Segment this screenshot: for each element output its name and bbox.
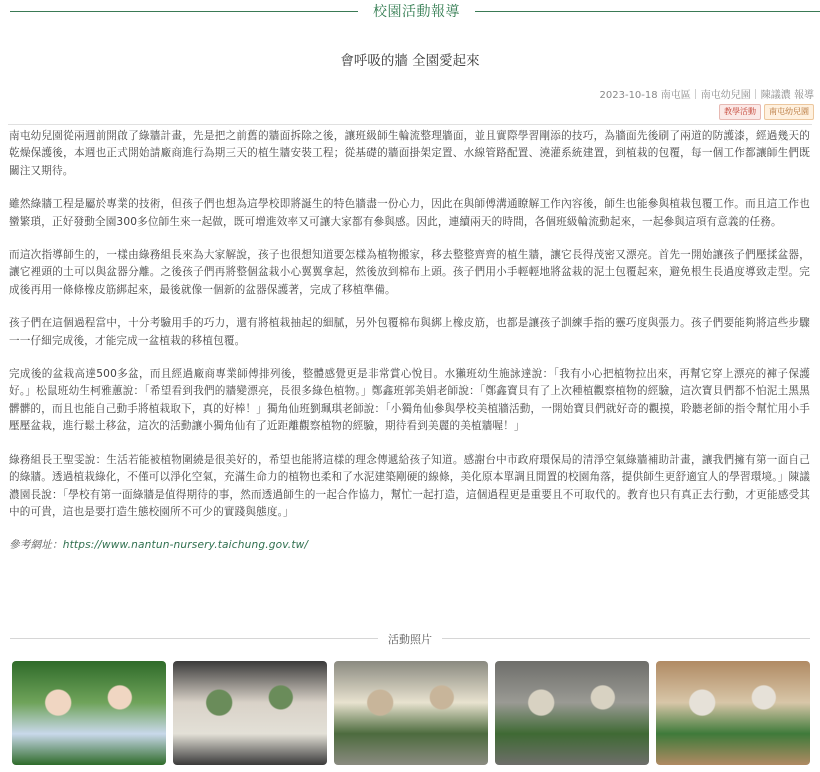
article-body xyxy=(9,128,810,555)
photos-title: 活動照片 xyxy=(388,633,432,646)
activity-photo[interactable] xyxy=(495,661,649,765)
article-title: 會呼吸的牆 全園愛起來 xyxy=(340,53,480,69)
activity-photo[interactable] xyxy=(12,661,166,765)
photo-gallery xyxy=(12,661,812,766)
section-title: 校園活動報導 xyxy=(373,4,460,20)
paragraph: 而這次指導師生的，一樣由綠務組長來為大家解說，孩子也很想知道要怎樣為植物搬家，移去整整齊齊的植生牆，讓它長得茂密又漂亮。首先一開始讓孩子們壓揉盆器，讓它裡頭的土可以與盆器分離。之後孩子們再將整個盆栽小心翼翼拿起，然後放到棉布上頭。孩子們用小手輕輕地將盆栽的泥土包覆起來，避免根生長過度導致走型。完成後再用一條條橡皮筋綁起來，最後就像一個新的盆器保護著，完成了移植準備。 xyxy=(9,249,810,296)
paragraph: 綠務組長王聖雯說：生活若能被植物圍繞是很美好的，希望也能將這樣的理念傳遞給孩子知道。感謝台中市政府環保局的清淨空氣綠牆補助計畫，讓我們擁有第一面自己的綠牆。透過植栽綠化，不僅可以淨化空氣，充滿生命力的植物也柔和了水泥建築剛硬的線條，美化原本單調且閒置的校園角落，提供師生更舒適宜人的學習環境。」陳議濃園長說：「學校有第一面綠牆是值得期待的事，然而透過師生的一起合作協力，幫忙一起打造，這個過程更是重要且不可取代的。教育也只有真正去行動，才更能感受其中的可貴，這也是要打造生態校園所不可少的實踐與態度。」 xyxy=(9,453,810,518)
tag-list xyxy=(719,104,814,120)
activity-photo[interactable] xyxy=(656,661,810,765)
photos-header xyxy=(10,630,810,648)
reference-label: 參考網址： xyxy=(9,539,63,552)
article-meta: 2023-10-18 南屯區｜南屯幼兒園｜陳議濃 報導 xyxy=(599,90,814,101)
photos-line-left xyxy=(10,638,378,639)
tag-teaching-activity[interactable]: 教學活動 xyxy=(719,104,761,120)
section-header xyxy=(10,0,810,22)
header-line-left xyxy=(10,11,358,12)
content-divider xyxy=(8,124,812,125)
activity-photo[interactable] xyxy=(173,661,327,765)
header-line-right xyxy=(475,11,820,12)
activity-photo[interactable] xyxy=(334,661,488,765)
reference-link[interactable]: https://www.nantun-nursery.taichung.gov.tw/ xyxy=(62,539,309,552)
reference xyxy=(9,537,810,554)
photos-line-right xyxy=(442,638,810,639)
tag-school[interactable]: 南屯幼兒園 xyxy=(764,104,814,120)
paragraph: 雖然綠牆工程是屬於專業的技術，但孩子們也想為這學校即將誕生的特色牆盡一份心力，因此在與師傅溝通瞭解工作內容後，師生也能參與植栽包覆工作。而且這工作也蠻繁瑣，正好發動全園300多位師生來一起做，既可增進效率又可讓大家都有參與感。因此，連續兩天的時間，各個班級輪流動起來，一起參與這項有意義的任務。 xyxy=(9,198,810,228)
paragraph: 孩子們在這個過程當中，十分考驗用手的巧力，還有將植栽抽起的細膩，另外包覆棉布與綁上橡皮筋，也都是讓孩子訓練手指的靈巧度與張力。孩子們要能夠將這些步驟一一仔細完成後，才能完成一盆植栽的移植包覆。 xyxy=(9,317,810,347)
paragraph: 南屯幼兒園從兩週前開啟了綠牆計畫，先是把之前舊的牆面拆除之後，讓班級師生輪流整理牆面，並且實際學習剛添的技巧，為牆面先後刷了兩道的防護漆，經過幾天的乾燥保護後，本週也正式開始請廠商進行為期三天的植生牆安裝工程；從基礎的牆面掛架定置、水線管路配置、澆灌系統建置，到植栽的包覆，每一個工作都讓師生們既關注又期待。 xyxy=(9,130,810,177)
paragraph: 完成後的盆栽高達500多盆，而且經過廠商專業師傅排列後，整體感覺更是非常賞心悅目。水獺班幼生施詠達說：「我有小心把植物拉出來，再幫它穿上漂亮的褲子保護好。」松鼠班幼生柯雅蕙說：「希望看到我們的牆變漂亮，長很多綠色植物。」鄭鑫班郭美娟老師說：「鄭鑫寶貝有了上次種植觀察植物的經驗，這次寶貝們都不怕泥土黑黑髒髒的，而且也能自己動手將植栽取下，真的好棒！」獨角仙班劉珮琪老師說：「小獨角仙參與學校美植牆活動，一開始寶貝們就好奇的觀摸，聆聽老師的指令幫忙用小手壓壓盆栽，進行鬆土移盆，這次的活動讓小獨角仙有了近距離觀察植物的經驗，期待看到美麗的美植牆喔！」 xyxy=(9,368,810,433)
